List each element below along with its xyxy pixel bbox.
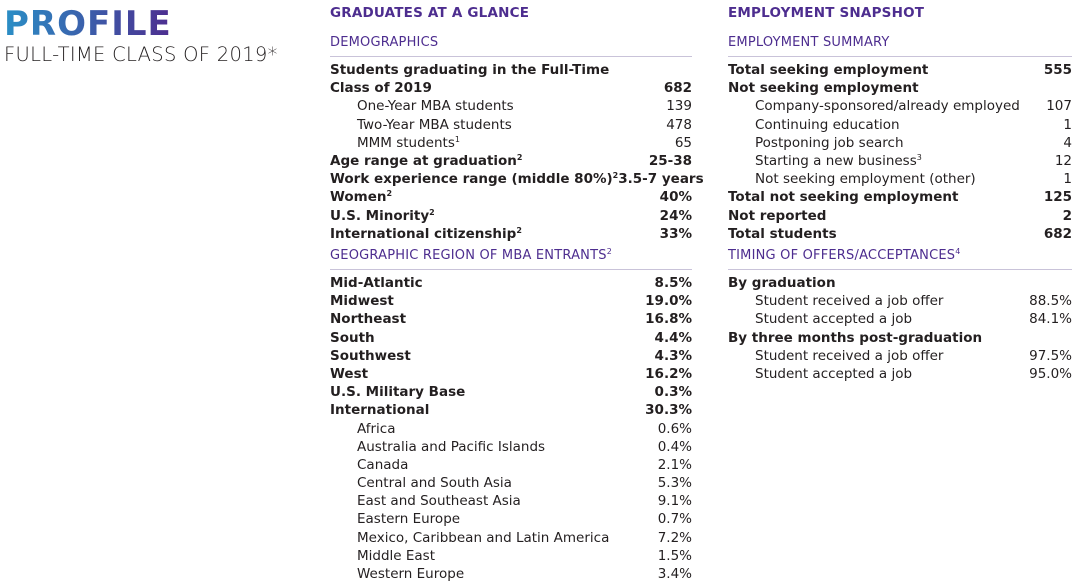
row-value: 7.2% bbox=[657, 529, 692, 546]
row-label bbox=[330, 207, 435, 225]
page-subtitle: FULL-TIME CLASS OF 2019* bbox=[4, 43, 278, 66]
row-label bbox=[357, 565, 464, 583]
geography-heading-text: GEOGRAPHIC REGION OF MBA ENTRANTS bbox=[330, 248, 607, 263]
row-value: 95.0% bbox=[1029, 365, 1072, 382]
row-label-text: Mexico, Caribbean and Latin America bbox=[357, 529, 610, 546]
row-label bbox=[330, 79, 432, 97]
row-label bbox=[755, 152, 922, 170]
row-label bbox=[357, 547, 435, 565]
footnote-marker: 1 bbox=[454, 134, 460, 144]
row-value: 2 bbox=[1062, 207, 1072, 224]
row-value: 3.4% bbox=[657, 566, 692, 582]
row-label bbox=[728, 188, 958, 206]
row-label bbox=[357, 510, 460, 528]
table-row bbox=[728, 365, 1072, 383]
table-row bbox=[330, 529, 692, 547]
row-value: 0.3% bbox=[654, 384, 692, 401]
row-label bbox=[755, 97, 1020, 115]
row-label-text: International bbox=[330, 402, 430, 419]
row-label bbox=[330, 365, 368, 383]
table-row bbox=[728, 274, 1072, 292]
row-value: 33% bbox=[659, 225, 692, 242]
table-row bbox=[330, 347, 692, 365]
table-row bbox=[330, 61, 692, 79]
table-row bbox=[728, 170, 1072, 188]
table-row bbox=[330, 134, 692, 152]
row-value: 16.8% bbox=[645, 311, 692, 328]
table-row bbox=[330, 456, 692, 474]
row-value: 139 bbox=[666, 98, 692, 115]
row-label bbox=[755, 310, 912, 328]
demographics-heading-text: DEMOGRAPHICS bbox=[330, 35, 439, 50]
footnote-marker: 2 bbox=[386, 189, 393, 199]
row-label bbox=[330, 152, 523, 170]
row-value: 97.5% bbox=[1029, 347, 1072, 364]
table-row bbox=[728, 310, 1072, 328]
row-value: 30.3% bbox=[645, 402, 692, 419]
timing-heading bbox=[728, 247, 1072, 270]
row-label-text: Central and South Asia bbox=[357, 475, 512, 492]
row-label-text: U.S. Minority bbox=[330, 207, 430, 224]
row-label bbox=[357, 456, 408, 474]
row-label-text: Africa bbox=[357, 420, 396, 437]
row-label-text: West bbox=[330, 365, 369, 382]
row-label-text: Class of 2019 bbox=[330, 80, 432, 97]
row-value: 24% bbox=[659, 207, 692, 224]
row-label-text: Not reported bbox=[728, 207, 827, 224]
row-label-text: Continuing education bbox=[755, 116, 900, 133]
row-label bbox=[357, 529, 609, 547]
table-row bbox=[330, 79, 692, 97]
row-label bbox=[330, 310, 406, 328]
employment-summary-heading bbox=[728, 34, 1072, 57]
row-label-text: Age range at graduation bbox=[330, 152, 517, 169]
table-row bbox=[728, 292, 1072, 310]
row-label-text: East and Southeast Asia bbox=[357, 493, 521, 510]
row-value: 3.5-7 years bbox=[618, 171, 704, 188]
timing-table bbox=[728, 274, 1072, 383]
row-label bbox=[357, 97, 514, 115]
row-value: 125 bbox=[1043, 189, 1072, 206]
row-label bbox=[755, 116, 900, 134]
row-value: 5.3% bbox=[657, 475, 692, 492]
geography-heading bbox=[330, 247, 692, 270]
table-row bbox=[728, 152, 1072, 170]
row-label bbox=[755, 134, 904, 152]
table-row bbox=[330, 383, 692, 401]
row-value: 88.5% bbox=[1029, 293, 1072, 310]
row-label-text: International citizenship bbox=[330, 225, 517, 242]
row-value: 8.5% bbox=[654, 275, 692, 291]
row-label-text: Not seeking employment (other) bbox=[755, 171, 976, 188]
row-value: 12 bbox=[1054, 152, 1072, 169]
row-value: 19.0% bbox=[645, 293, 692, 310]
table-row bbox=[728, 61, 1072, 79]
table-row bbox=[330, 420, 692, 438]
row-label-text: Canada bbox=[357, 456, 409, 473]
row-label-text: Eastern Europe bbox=[357, 511, 461, 528]
row-value: 0.7% bbox=[657, 511, 692, 528]
table-row bbox=[330, 474, 692, 492]
geography-block bbox=[330, 239, 692, 583]
row-label bbox=[330, 292, 394, 310]
table-row bbox=[330, 292, 692, 310]
timing-heading-footnote: 4 bbox=[955, 247, 961, 256]
row-label bbox=[357, 474, 512, 492]
row-value: 16.2% bbox=[645, 365, 692, 382]
demographics-heading bbox=[330, 34, 692, 57]
table-row bbox=[728, 207, 1072, 225]
row-label bbox=[330, 383, 465, 401]
timing-block bbox=[728, 239, 1072, 383]
row-value: 478 bbox=[666, 116, 692, 133]
row-value: 65 bbox=[674, 134, 692, 151]
row-value: 682 bbox=[1043, 225, 1072, 242]
row-value: 4 bbox=[1063, 134, 1072, 151]
row-label-text: Student received a job offer bbox=[755, 347, 944, 364]
row-label bbox=[755, 347, 943, 365]
row-label bbox=[330, 170, 618, 188]
row-label-text: One-Year MBA students bbox=[357, 98, 514, 115]
row-label-text: Student accepted a job bbox=[755, 365, 913, 382]
footnote-marker: 2 bbox=[516, 152, 523, 162]
table-row bbox=[728, 329, 1072, 347]
row-label-text: Student accepted a job bbox=[755, 311, 913, 328]
table-row bbox=[728, 347, 1072, 365]
row-label bbox=[357, 134, 460, 152]
row-value: 0.4% bbox=[657, 438, 692, 455]
geography-table bbox=[330, 274, 692, 583]
row-label bbox=[330, 401, 429, 419]
row-label-text: Australia and Pacific Islands bbox=[357, 438, 546, 455]
row-label bbox=[330, 188, 392, 206]
timing-heading-text: TIMING OF OFFERS/ACCEPTANCES bbox=[728, 248, 956, 263]
table-row bbox=[330, 97, 692, 115]
table-row bbox=[728, 116, 1072, 134]
footnote-marker: 2 bbox=[429, 207, 435, 217]
row-label bbox=[330, 274, 423, 292]
row-value: 1 bbox=[1063, 116, 1072, 133]
row-label-text: By three months post-graduation bbox=[728, 329, 983, 346]
page-title: PROFILE bbox=[4, 4, 172, 44]
row-label bbox=[357, 438, 545, 456]
table-row bbox=[728, 134, 1072, 152]
row-label bbox=[755, 292, 943, 310]
row-label-text: Total students bbox=[728, 225, 837, 242]
row-label-text: Western Europe bbox=[357, 566, 465, 582]
row-label-text: Northeast bbox=[330, 311, 407, 328]
section-heading-employment: EMPLOYMENT SNAPSHOT bbox=[728, 5, 925, 21]
footnote-marker: 2 bbox=[612, 171, 619, 181]
table-row bbox=[330, 547, 692, 565]
table-row bbox=[330, 207, 692, 225]
row-value: 4.3% bbox=[654, 347, 692, 364]
table-row bbox=[330, 401, 692, 419]
row-label-text: By graduation bbox=[728, 275, 836, 291]
row-label bbox=[330, 347, 411, 365]
row-label bbox=[357, 116, 512, 134]
row-value: 1.5% bbox=[657, 547, 692, 564]
table-row bbox=[330, 329, 692, 347]
row-label bbox=[357, 420, 396, 438]
row-label-text: Students graduating in the Full-Time bbox=[330, 62, 610, 78]
row-label-text: Student received a job offer bbox=[755, 293, 944, 310]
row-label-text: Mid-Atlantic bbox=[330, 275, 423, 291]
table-row bbox=[728, 79, 1072, 97]
row-label-text: Starting a new business bbox=[755, 152, 917, 169]
table-row bbox=[330, 274, 692, 292]
table-row bbox=[330, 310, 692, 328]
footnote-marker: 2 bbox=[516, 225, 522, 235]
row-value: 84.1% bbox=[1029, 311, 1072, 328]
row-label-text: South bbox=[330, 329, 375, 346]
row-value: 25-38 bbox=[648, 152, 692, 169]
row-value: 555 bbox=[1043, 62, 1072, 78]
row-label-text: Two-Year MBA students bbox=[357, 116, 512, 133]
row-value: 107 bbox=[1046, 98, 1072, 115]
row-label-text: Postponing job search bbox=[755, 134, 904, 151]
row-label-text: U.S. Military Base bbox=[330, 384, 466, 401]
row-label bbox=[330, 61, 609, 79]
demographics-table bbox=[330, 61, 704, 243]
table-row bbox=[330, 492, 692, 510]
row-label bbox=[755, 170, 976, 188]
table-row bbox=[728, 188, 1072, 206]
row-label-text: Middle East bbox=[357, 547, 436, 564]
table-row bbox=[330, 438, 692, 456]
row-label-text: Work experience range (middle 80%) bbox=[330, 171, 613, 188]
row-label-text: MMM students bbox=[357, 134, 455, 151]
geography-heading-footnote: 2 bbox=[606, 247, 612, 256]
row-label-text: Total not seeking employment bbox=[728, 189, 959, 206]
row-value: 1 bbox=[1063, 171, 1072, 188]
demographics-block bbox=[330, 26, 704, 243]
row-label bbox=[728, 274, 836, 292]
table-row bbox=[330, 565, 692, 583]
row-label bbox=[357, 492, 521, 510]
section-heading-glance: GRADUATES AT A GLANCE bbox=[330, 5, 530, 21]
table-row bbox=[330, 152, 692, 170]
table-row bbox=[330, 170, 704, 188]
row-label-text: Not seeking employment bbox=[728, 80, 919, 97]
row-value: 4.4% bbox=[654, 329, 692, 346]
table-row bbox=[728, 97, 1072, 115]
employment-summary-heading-text: EMPLOYMENT SUMMARY bbox=[728, 35, 890, 50]
row-label bbox=[755, 365, 912, 383]
row-label bbox=[728, 329, 982, 347]
table-row bbox=[330, 116, 692, 134]
employment-summary-table bbox=[728, 61, 1072, 243]
row-value: 9.1% bbox=[657, 493, 692, 510]
row-label-text: Women bbox=[330, 189, 387, 206]
table-row bbox=[330, 365, 692, 383]
row-label bbox=[330, 329, 375, 347]
row-value: 682 bbox=[663, 80, 692, 97]
table-row bbox=[330, 188, 692, 206]
row-label bbox=[728, 207, 826, 225]
row-label-text: Total seeking employment bbox=[728, 62, 929, 78]
row-label-text: Southwest bbox=[330, 347, 411, 364]
employment-summary-block bbox=[728, 26, 1072, 243]
table-row bbox=[330, 510, 692, 528]
row-label bbox=[728, 61, 928, 79]
row-value: 0.6% bbox=[657, 420, 692, 437]
row-value: 40% bbox=[659, 189, 692, 206]
footnote-marker: 3 bbox=[916, 152, 922, 162]
row-label bbox=[728, 79, 919, 97]
row-label-text: Midwest bbox=[330, 293, 394, 310]
row-value: 2.1% bbox=[657, 456, 692, 473]
row-label-text: Company-sponsored/already employed bbox=[755, 98, 1020, 115]
